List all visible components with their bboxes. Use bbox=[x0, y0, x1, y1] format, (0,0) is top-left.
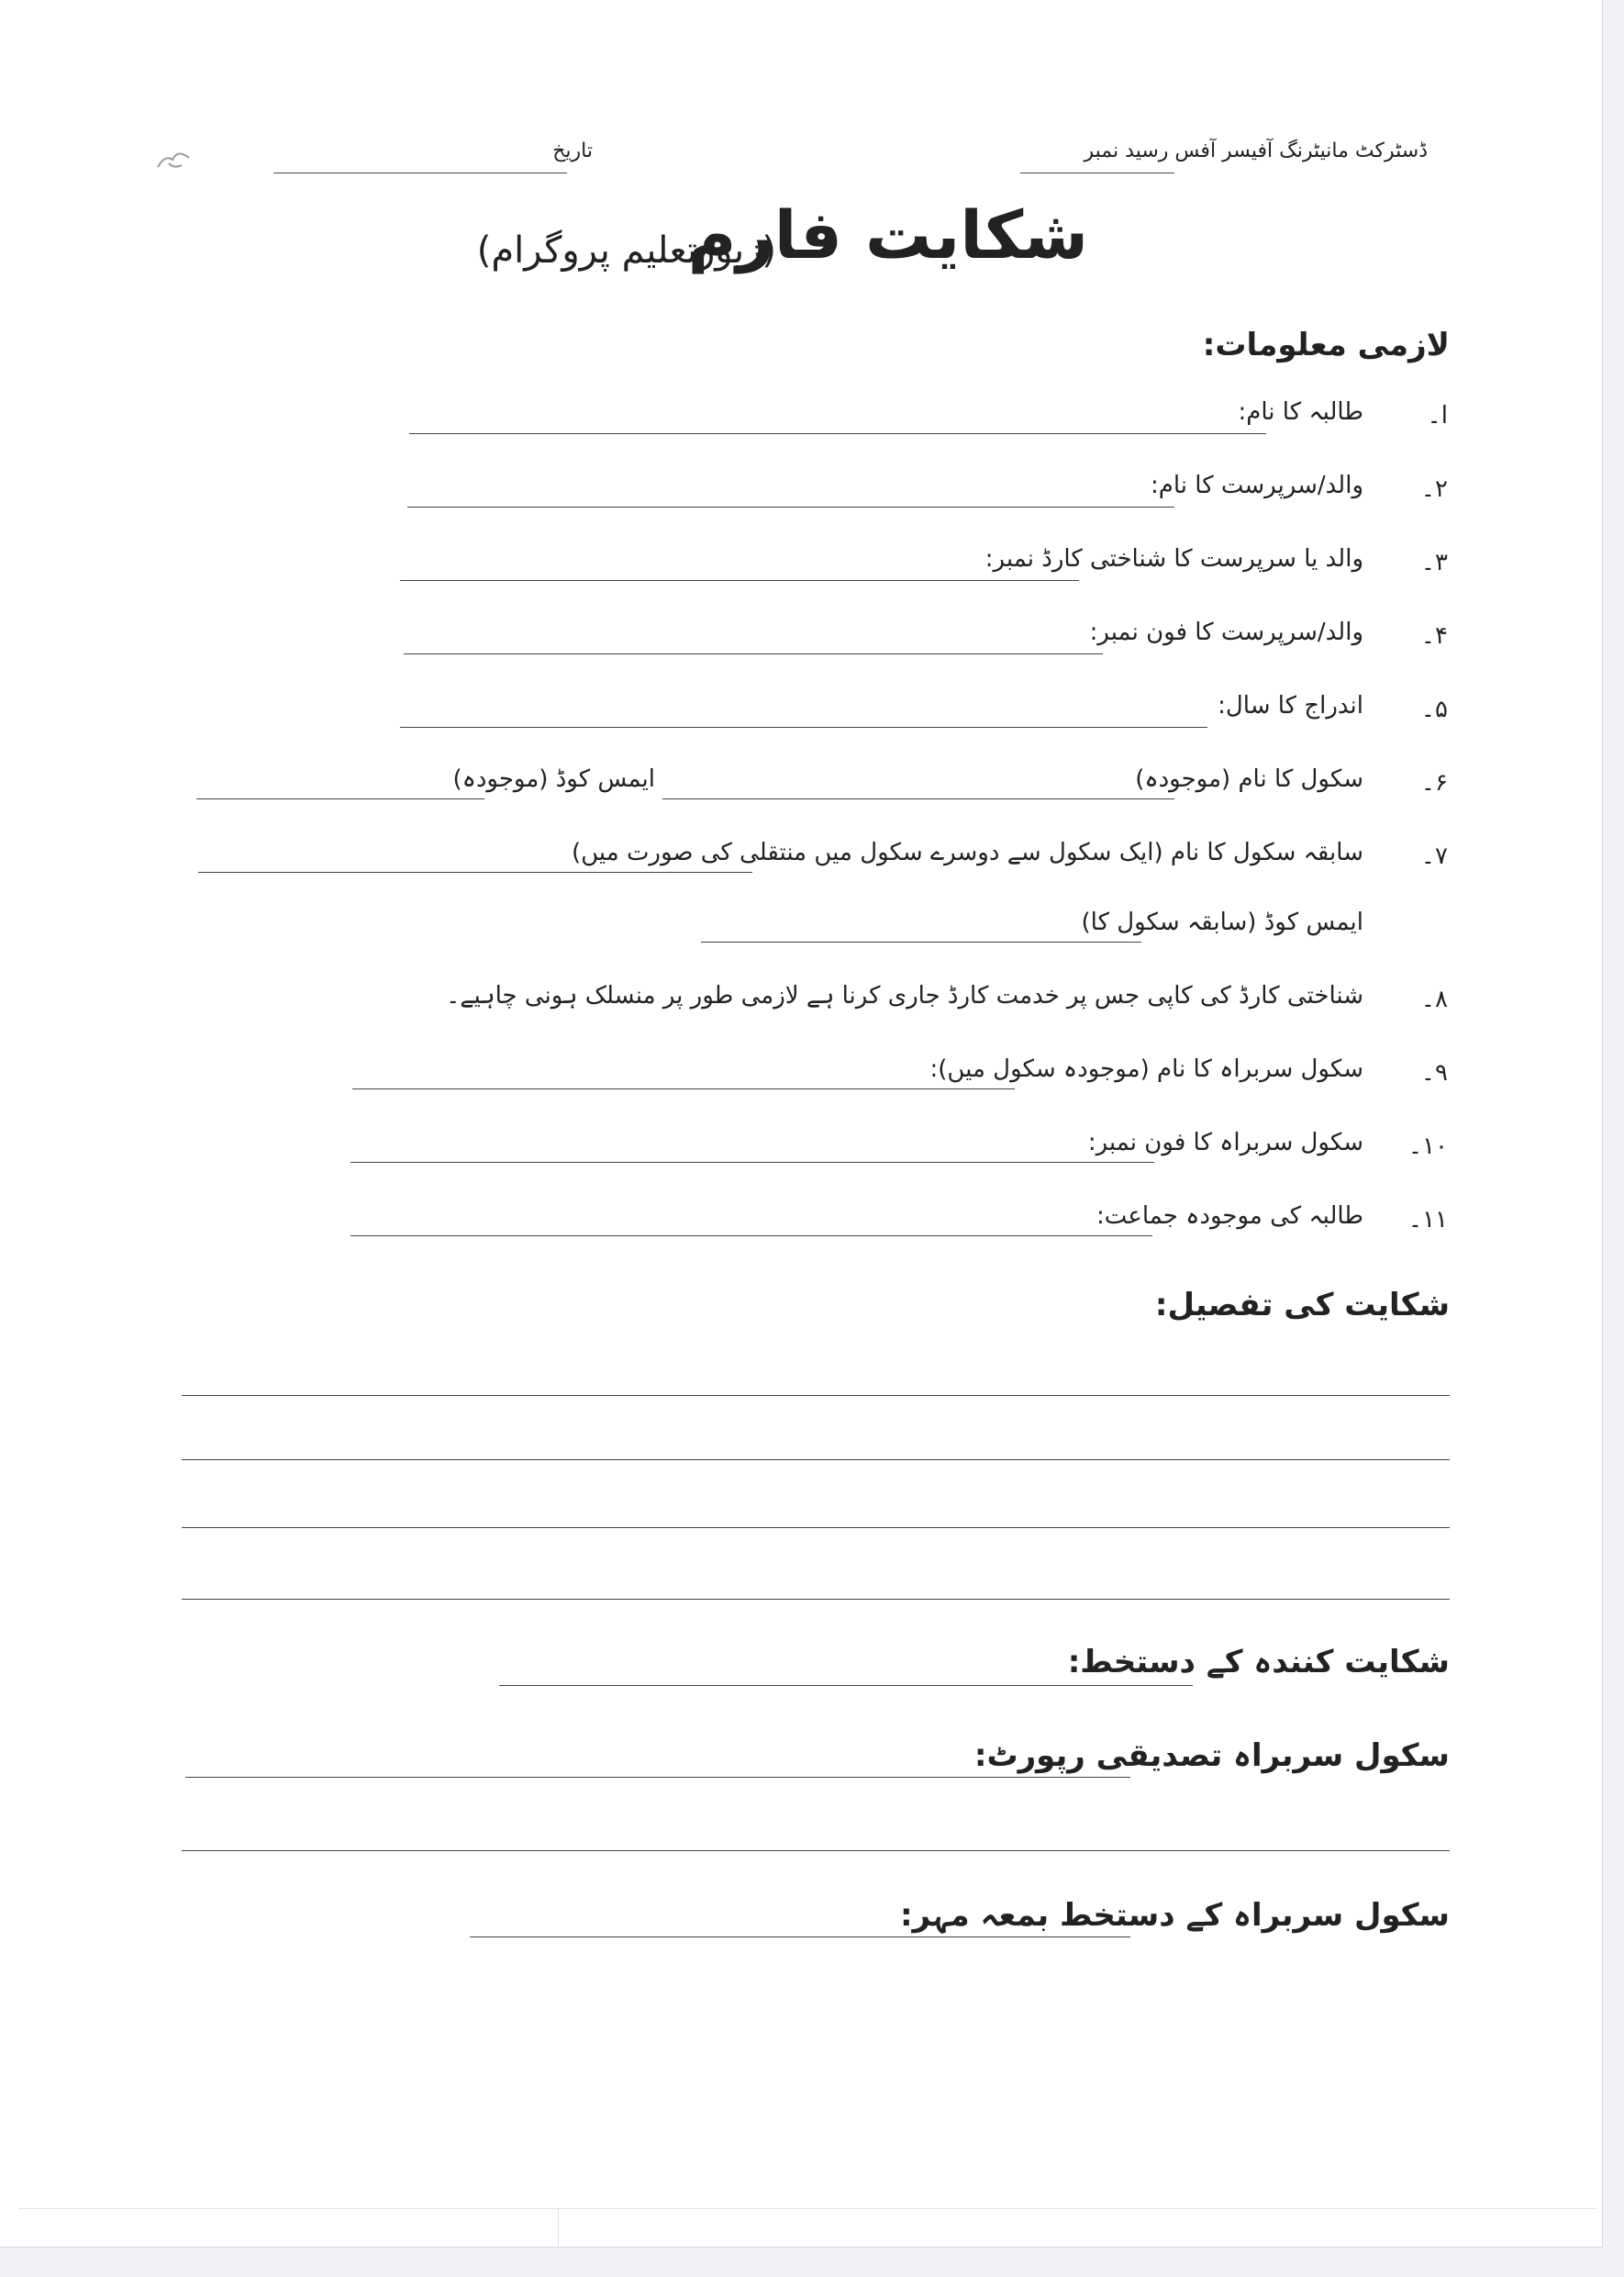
form-title: شکایت فارم bbox=[687, 196, 1088, 273]
head-report-line-2[interactable] bbox=[182, 1850, 1450, 1851]
complaint-line-2[interactable] bbox=[182, 1459, 1450, 1460]
previous-school-line[interactable] bbox=[198, 872, 752, 873]
guardian-name-line[interactable] bbox=[407, 507, 1174, 508]
complaint-line-3[interactable] bbox=[182, 1527, 1450, 1528]
field-number: ۲۔ bbox=[1420, 475, 1448, 503]
enrollment-year-label: اندراج کا سال: bbox=[1218, 692, 1363, 720]
complainant-signature-line[interactable] bbox=[499, 1685, 1193, 1686]
guardian-phone-line[interactable] bbox=[404, 653, 1103, 654]
required-info-heading: لازمی معلومات: bbox=[1202, 327, 1450, 363]
field-number: ۸۔ bbox=[1420, 986, 1448, 1013]
head-name-label: سکول سربراہ کا نام (موجودہ سکول میں): bbox=[929, 1055, 1363, 1083]
emis-code-label: ایمس کوڈ (موجودہ) bbox=[452, 765, 655, 793]
head-report-line-1[interactable] bbox=[185, 1777, 1130, 1778]
field-number: ۷۔ bbox=[1420, 843, 1448, 870]
student-name-line[interactable] bbox=[409, 433, 1266, 434]
guardian-cnic-label: والد یا سرپرست کا شناختی کارڈ نمبر: bbox=[984, 545, 1363, 573]
head-report-label: سکول سربراہ تصدیقی رپورٹ: bbox=[973, 1737, 1450, 1774]
previous-school-label: سابقہ سکول کا نام (ایک سکول سے دوسرے سکول میں منتقلی کی صورت میں) bbox=[571, 839, 1363, 866]
complaint-line-1[interactable] bbox=[182, 1395, 1450, 1396]
guardian-cnic-line[interactable] bbox=[400, 580, 1079, 581]
student-name-label: طالبہ کا نام: bbox=[1238, 398, 1363, 426]
current-class-label: طالبہ کی موجودہ جماعت: bbox=[1096, 1202, 1363, 1230]
field-number: ۶۔ bbox=[1420, 769, 1448, 797]
current-class-line[interactable] bbox=[350, 1235, 1152, 1236]
field-number: ۳۔ bbox=[1420, 549, 1448, 576]
cnic-copy-note: شناختی کارڈ کی کاپی جس پر خدمت کارڈ جاری کرنا ہے لازمی طور پر منسلک ہونی چاہیے۔ bbox=[446, 982, 1363, 1010]
previous-emis-line[interactable] bbox=[701, 942, 1141, 943]
enrollment-year-line[interactable] bbox=[400, 727, 1207, 728]
emis-code-line[interactable] bbox=[196, 798, 484, 799]
guardian-name-label: والد/سرپرست کا نام: bbox=[1151, 472, 1363, 499]
school-name-label: سکول کا نام (موجودہ) bbox=[1135, 765, 1363, 793]
head-signature-label: سکول سربراہ کے دستخط بمعہ مہر: bbox=[899, 1897, 1450, 1934]
complaint-details-heading: شکایت کی تفصیل: bbox=[1154, 1287, 1450, 1323]
head-phone-label: سکول سربراہ کا فون نمبر: bbox=[1087, 1129, 1363, 1156]
form-subtitle: (زیورتعلیم پروگرام) bbox=[476, 229, 776, 272]
scribble-mark bbox=[156, 147, 193, 174]
school-name-line[interactable] bbox=[662, 798, 1174, 799]
head-name-line[interactable] bbox=[352, 1088, 1015, 1089]
field-number: ۱۱۔ bbox=[1407, 1206, 1448, 1233]
receipt-number-label: ڈسٹرکٹ مانیٹرنگ آفیسر آفس رسید نمبر bbox=[1084, 140, 1428, 162]
page-bottom-divider bbox=[18, 2208, 1596, 2209]
field-number: ۱۰۔ bbox=[1407, 1133, 1448, 1160]
field-number: ۵۔ bbox=[1420, 696, 1448, 723]
field-number: ۴۔ bbox=[1420, 622, 1448, 650]
field-number: ا۔ bbox=[1427, 402, 1448, 430]
guardian-phone-label: والد/سرپرست کا فون نمبر: bbox=[1089, 619, 1363, 646]
complaint-line-4[interactable] bbox=[182, 1599, 1450, 1600]
date-label: تاریخ bbox=[552, 140, 593, 162]
field-number: ۹۔ bbox=[1420, 1059, 1448, 1087]
page-bottom-separator bbox=[558, 2208, 559, 2247]
previous-emis-label: ایمس کوڈ (سابقہ سکول کا) bbox=[1081, 909, 1363, 936]
complainant-signature-label: شکایت کنندہ کے دستخط: bbox=[1067, 1644, 1450, 1680]
head-phone-line[interactable] bbox=[350, 1162, 1154, 1163]
